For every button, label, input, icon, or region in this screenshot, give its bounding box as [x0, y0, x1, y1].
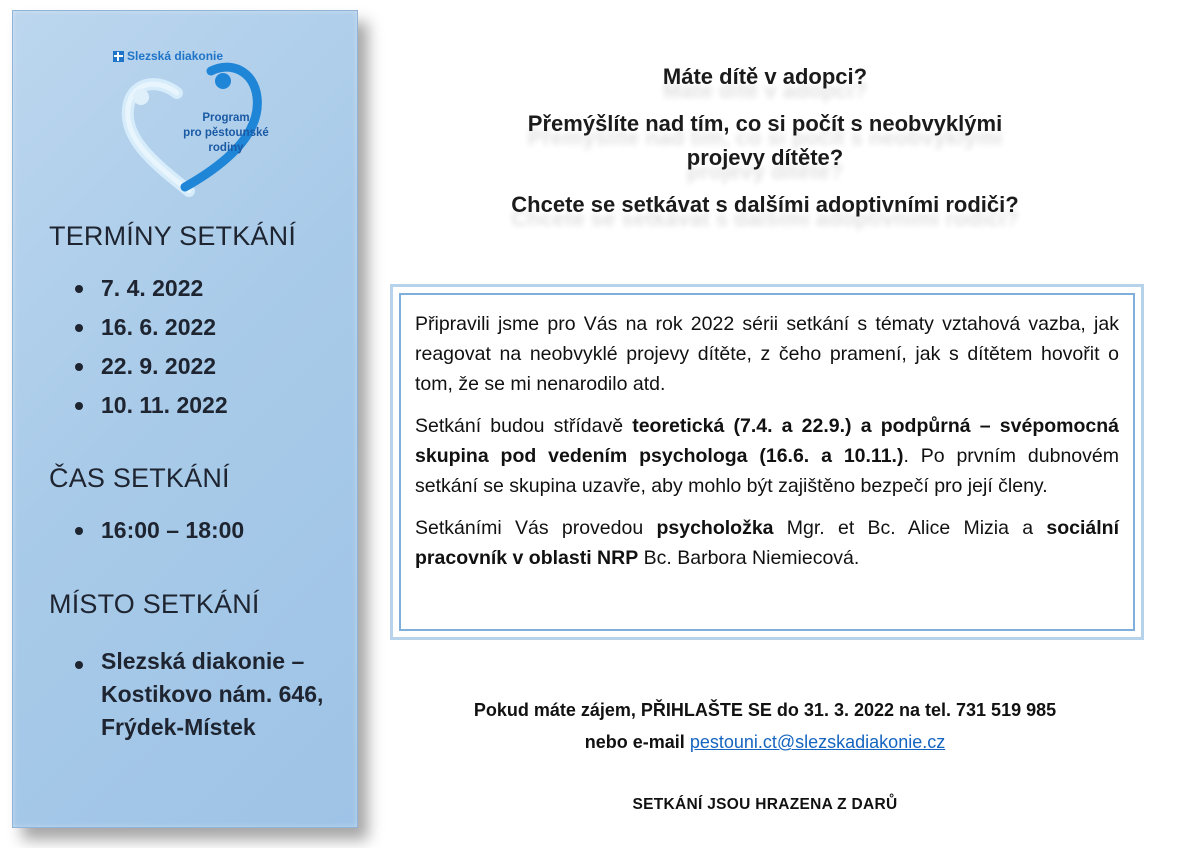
brand-name: Slezská diakonie: [127, 49, 224, 63]
info-bold: sociální pracovník v oblasti NRP: [415, 517, 1120, 569]
place-heading: MÍSTO SETKÁNÍ: [49, 589, 260, 619]
info-text: Mgr. et Bc. Alice Mizia a: [773, 517, 1047, 539]
contact-email-prefix: nebo e-mail: [584, 732, 690, 752]
program-line: pro pěstounské: [183, 127, 269, 139]
contact-line: [420, 726, 1110, 758]
question-line: projevy dítěte?: [686, 145, 844, 170]
info-text: Setkání budou střídavě: [415, 415, 633, 437]
question-behavior: [420, 107, 1110, 175]
info-box-content: [399, 293, 1135, 631]
time-list: [75, 511, 244, 550]
question-line: Přemýšlíte nad tím, co si počít s neobvyklými: [527, 111, 1003, 136]
time-heading: ČAS SETKÁNÍ: [49, 463, 230, 493]
info-box: [390, 284, 1144, 640]
program-line: Program: [202, 112, 250, 124]
program-name: [181, 111, 271, 156]
contact-line: Pokud máte zájem, PŘIHLAŠTE SE do 31. 3. 2022 na tel. 731 519 985: [473, 700, 1057, 720]
footer-note: SETKÁNÍ JSOU HRAZENA Z DARŮ: [632, 796, 898, 813]
program-line: rodiny: [208, 142, 244, 154]
brand-logo: [113, 49, 223, 63]
info-text: Bc. Barbora Niemiecová.: [638, 547, 860, 569]
info-bold: psycholožka: [656, 517, 774, 539]
email-link[interactable]: pestouni.ct@slezskadiakonie.cz: [689, 732, 946, 752]
questions-block: [420, 60, 1110, 222]
info-paragraph: [415, 411, 1119, 501]
place-line: Frýdek-Místek: [101, 714, 256, 740]
place-list: [75, 645, 323, 744]
date-item: 22. 9. 2022: [75, 347, 228, 386]
place-line: Kostikovo nám. 646,: [101, 681, 324, 707]
contact-block: [420, 694, 1110, 758]
dates-heading: TERMÍNY SETKÁNÍ: [49, 221, 297, 251]
time-item: 16:00 – 18:00: [75, 511, 244, 550]
info-text: . Po prvním dubnovém setkání se skupina uzavře, aby mohlo být zajištěno bezpečí pro její členy.: [415, 445, 1119, 497]
date-item: 7. 4. 2022: [75, 269, 228, 308]
dates-list: [75, 269, 228, 425]
question-adoption: Máte dítě v adopci?: [662, 64, 868, 89]
date-item: 16. 6. 2022: [75, 308, 228, 347]
question-meet-parents: Chcete se setkávat s dalšími adoptivními rodiči?: [511, 192, 1019, 217]
info-paragraph: Připravili jsme pro Vás na rok 2022 sérii setkání s tématy vztahová vazba, jak reagovat na neobvyklé projevy dítěte, z čeho pramení, jak s dítětem hovořit o tom, že se mi nenarodilo atd.: [415, 313, 1119, 395]
cross-icon: [113, 51, 124, 62]
date-item: 10. 11. 2022: [75, 386, 228, 425]
info-bold: teoretická (7.4. a 22.9.) a podpůrná – svépomocná skupina pod vedením psychologa (16.6. a 10.11.): [415, 415, 1119, 467]
info-text: Setkáními Vás provedou: [415, 517, 657, 539]
place-line: Slezská diakonie –: [101, 648, 305, 674]
place-item: [75, 645, 323, 744]
sidebar-panel: [12, 10, 358, 828]
info-paragraph: [415, 513, 1119, 573]
